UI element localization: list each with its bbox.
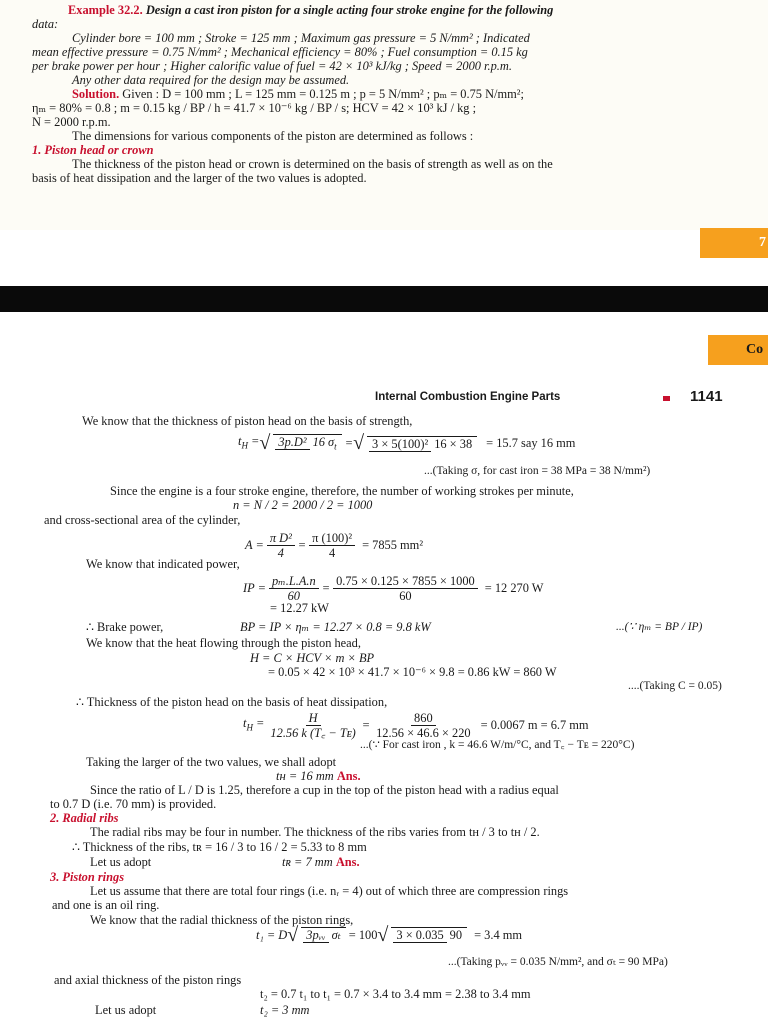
- side-tab-top: 7: [700, 228, 768, 258]
- equation-strength: $t_H$ = √ 3p.D² 16 $\sigma_t$ = √ 3 × 5(100)² 16 × 38 = 15.7 say 16 mm: [238, 432, 576, 455]
- body-line: Since the engine is a four stroke engine, therefore, the number of working strokes per minute,: [110, 484, 574, 498]
- equation-note: ...(Taking σ, for cast iron = 38 MPa = 38 N/mm²): [424, 465, 651, 477]
- equation-area: A = $\frac{\text{π D²}}{4}$ = $\frac{\text{π (100)²}}{4}$ = 7855 mm²: [245, 531, 424, 560]
- body-label: Let us adopt: [90, 855, 152, 869]
- equation-axial-thickness: t₂ = 0.7 t₁ to t₁ = 0.7 × 3.4 to 3.4 mm = 2.38 to 3.4 mm: [260, 987, 531, 1001]
- equation-ip-kw: = 12.27 kW: [270, 601, 329, 615]
- equation-heat: H = C × HCV × m × BP: [250, 651, 375, 665]
- example-heading: Example 32.2. Design a cast iron piston for a single acting four stroke engine for the following: [68, 3, 554, 17]
- equation-ip: IP = $\frac{\text{pₘ.L.A.n}}{60}$ = $\frac{0.75 \times 0.125 \times 7855 \times 1000}{60}$ = 12 270 W: [243, 574, 544, 603]
- equation-strokes: n = N / 2 = 2000 / 2 = 1000: [233, 498, 373, 512]
- given-line: Any other data required for the design may be assumed.: [72, 73, 350, 87]
- body-line: ∴ Thickness of the piston head on the basis of heat dissipation,: [76, 695, 388, 709]
- solution-line: ηₘ = 80% = 0.8 ; m = 0.15 kg / BP / h = 41.7 × 10⁻⁶ kg / BP / s; HCV = 42 × 10³ kJ / kg ;: [32, 101, 477, 115]
- body-line: The thickness of the piston head or crown is determined on the basis of strength as well as on the: [72, 157, 553, 171]
- solution-line: Solution. Given : D = 100 mm ; L = 125 mm = 0.125 m ; p = 5 N/mm² ; pₘ = 0.75 N/mm²;: [72, 87, 524, 101]
- body-line: We know that indicated power,: [86, 557, 240, 571]
- body-line: We know that the radial thickness of the piston rings,: [90, 913, 354, 927]
- page-number: 1141: [690, 388, 723, 405]
- body-label: ∴ Brake power,: [86, 620, 164, 634]
- given-line: per brake power per hour ; Higher calorific value of fuel = 42 × 10³ kJ/kg ; Speed = 2000 r.p.m.: [32, 59, 512, 73]
- equation-adopt-tr: tʀ = 7 mm Ans.: [282, 855, 360, 869]
- header-marker: [663, 396, 670, 401]
- equation-heat-thickness: $t_H$ = $\frac{H}{\text{12.56 k (T꜀ − Tᴇ)}}$ = $\frac{860}{12.56 \times 46.6 \times 220}$ = 0.0067 m = 6.7 mm: [243, 711, 589, 740]
- body-line: Let us assume that there are total four rings (i.e. nᵣ = 4) out of which three are compression rings: [90, 884, 569, 898]
- body-line: and cross-sectional area of the cylinder,: [44, 513, 241, 527]
- side-tab-bottom: Co: [708, 335, 768, 365]
- dimensions-line: The dimensions for various components of the piston are determined as follows :: [72, 129, 474, 143]
- running-title: Internal Combustion Engine Parts: [375, 391, 561, 403]
- body-line: and axial thickness of the piston rings: [54, 973, 242, 987]
- body-line: Taking the larger of the two values, we shall adopt: [86, 755, 337, 769]
- section-heading-crown: 1. Piston head or crown: [32, 143, 154, 157]
- equation-adopt-t2: t₂ = 3 mm: [260, 1003, 310, 1017]
- equation-adopt-th: tʜ = 16 mm Ans.: [276, 769, 361, 783]
- equation-heat-value: = 0.05 × 42 × 10³ × 41.7 × 10⁻⁶ × 9.8 = 0.86 kW = 860 W: [268, 665, 557, 679]
- equation-note: ....(Taking C = 0.05): [628, 680, 722, 692]
- body-line: We know that the thickness of piston head on the basis of strength,: [82, 414, 413, 428]
- equation-bp: BP = IP × ηₘ = 12.27 × 0.8 = 9.8 kW: [240, 620, 431, 634]
- solution-line: N = 2000 r.p.m.: [32, 115, 111, 129]
- body-line: to 0.7 D (i.e. 70 mm) is provided.: [50, 797, 217, 811]
- equation-note: ...(∵ For cast iron , k = 46.6 W/m/°C, and T꜀ − Tᴇ = 220°C): [360, 739, 635, 751]
- body-line: ∴ Thickness of the ribs, tʀ = 16 / 3 to 16 / 2 = 5.33 to 8 mm: [72, 840, 367, 854]
- equation-radial-thickness: t₁ = D √ 3pᵥᵥ σₜ = 100 √ 3 × 0.035 90 = 3.4 mm: [256, 923, 523, 946]
- equation-note: ...(∵ ηₘ = BP / IP): [616, 621, 703, 633]
- body-line: The radial ribs may be four in number. The thickness of the ribs varies from tʜ / 3 to tʜ / 2.: [90, 825, 540, 839]
- body-line: We know that the heat flowing through the piston head,: [86, 636, 361, 650]
- body-line: and one is an oil ring.: [52, 898, 160, 912]
- page-divider-bar: [0, 286, 768, 312]
- body-label: Let us adopt: [95, 1003, 157, 1017]
- given-line: mean effective pressure = 0.75 N/mm² ; Mechanical efficiency = 80% ; Fuel consumption = 0.15 kg: [32, 45, 528, 59]
- body-line: Since the ratio of L / D is 1.25, therefore a cup in the top of the piston head with a radius equal: [90, 783, 559, 797]
- given-line: Cylinder bore = 100 mm ; Stroke = 125 mm ; Maximum gas pressure = 5 N/mm² ; Indicated: [72, 31, 530, 45]
- data-label: data:: [32, 17, 59, 31]
- section-heading-ribs: 2. Radial ribs: [50, 811, 119, 825]
- section-heading-rings: 3. Piston rings: [50, 870, 125, 884]
- body-line: basis of heat dissipation and the larger of the two values is adopted.: [32, 171, 367, 185]
- equation-note: ...(Taking pᵥᵥ = 0.035 N/mm², and σₜ = 90 MPa): [448, 956, 668, 968]
